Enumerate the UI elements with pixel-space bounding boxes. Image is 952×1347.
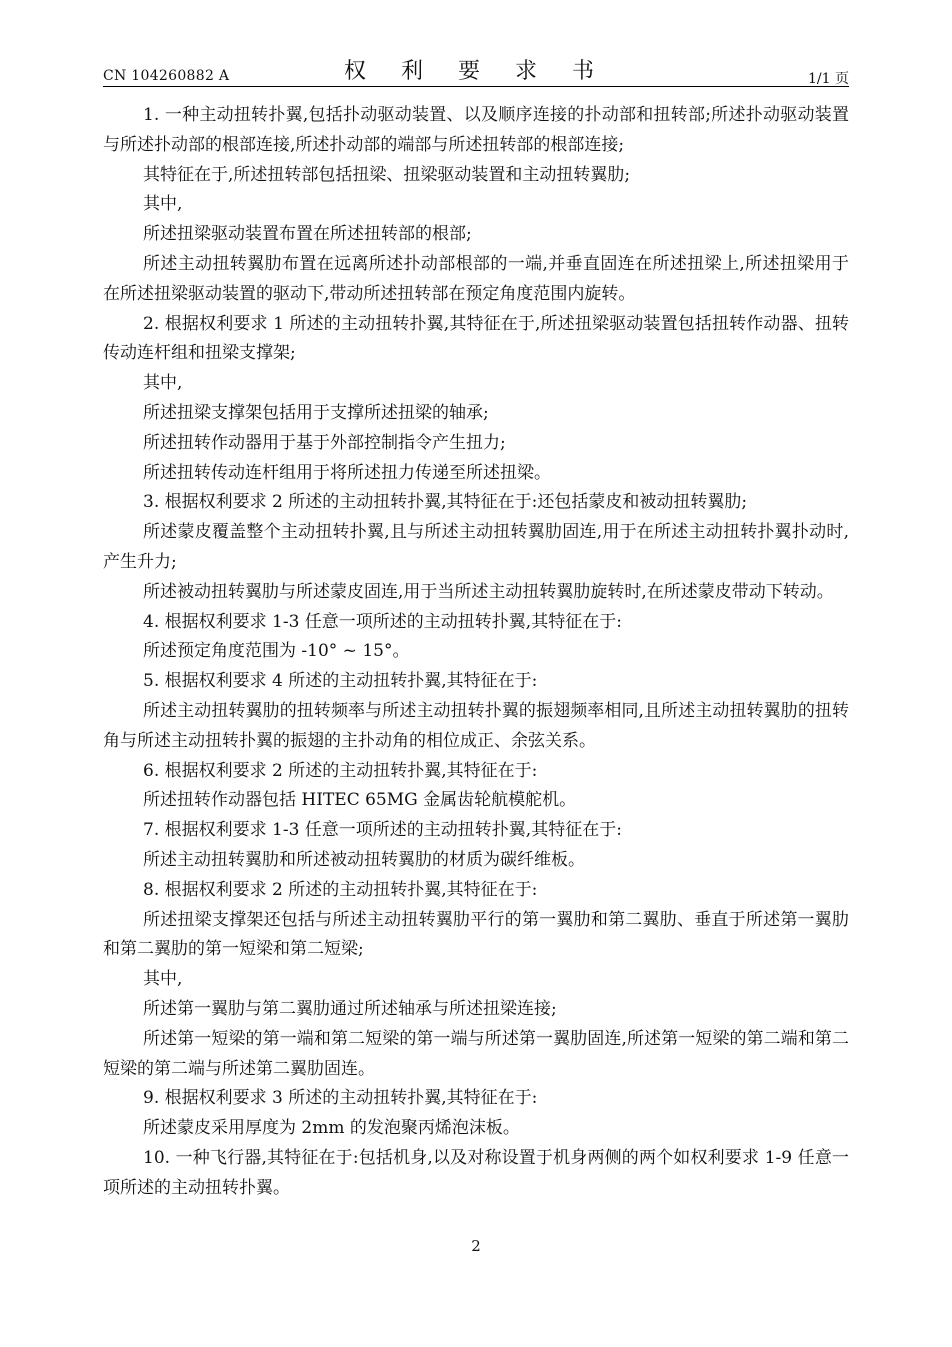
claim-8-wherein: 其中, — [143, 969, 183, 990]
publication-number: CN 104260882 A — [103, 68, 230, 84]
claim-2-detail-c: 所述扭转传动连杆组用于将所述扭力传递至所述扭梁。 — [143, 462, 551, 483]
header-rule — [103, 86, 849, 87]
claim-8-detail-b: 所述第一翼肋与第二翼肋通过所述轴承与所述扭梁连接; — [143, 998, 557, 1019]
claim-2-detail-a: 所述扭梁支撑架包括用于支撑所述扭梁的轴承; — [143, 402, 489, 423]
claim-10-text: 10. 一种飞行器,其特征在于:包括机身,以及对称设置于机身两侧的两个如权利要求 1-9 任意一项所述的主动扭转扑翼。 — [103, 1147, 849, 1198]
document-title: 权 利 要 求 书 — [344, 59, 608, 84]
page-number: 2 — [471, 1237, 481, 1255]
claim-8-detail-c: 所述第一短梁的第一端和第二短梁的第一端与所述第一翼肋固连,所述第一短梁的第二端和第二短梁的第二端与所述第二翼肋固连。 — [103, 1028, 849, 1079]
claim-1-detail-a: 所述扭梁驱动装置布置在所述扭转部的根部; — [143, 224, 472, 245]
claim-1-detail-b: 所述主动扭转翼肋布置在远离所述扑动部根部的一端,并垂直固连在所述扭梁上,所述扭梁用于在所述扭梁驱动装置的驱动下,带动所述扭转部在预定角度范围内旋转。 — [103, 253, 849, 304]
claim-1-wherein: 其中, — [143, 194, 183, 215]
page-count: 1/1 页 — [808, 71, 849, 87]
claim-4-detail: 所述预定角度范围为 -10° ~ 15°。 — [143, 641, 410, 662]
claim-5-detail: 所述主动扭转翼肋的扭转频率与所述主动扭转扑翼的振翅频率相同,且所述主动扭转翼肋的扭转角与所述主动扭转扑翼的振翅的主扑动角的相位成正、余弦关系。 — [103, 700, 849, 751]
claim-8-detail-a: 所述扭梁支撑架还包括与所述主动扭转翼肋平行的第一翼肋和第二翼肋、垂直于所述第一翼肋和第二翼肋的第一短梁和第二短梁; — [103, 909, 849, 960]
claim-8-text: 8. 根据权利要求 2 所述的主动扭转扑翼,其特征在于: — [143, 879, 538, 900]
claim-4-text: 4. 根据权利要求 1-3 任意一项所述的主动扭转扑翼,其特征在于: — [143, 611, 622, 632]
claim-2-text: 2. 根据权利要求 1 所述的主动扭转扑翼,其特征在于,所述扭梁驱动装置包括扭转作动器、扭转传动连杆组和扭梁支撑架; — [103, 313, 849, 364]
claim-2-wherein: 其中, — [143, 373, 183, 394]
claim-3-detail-b: 所述被动扭转翼肋与所述蒙皮固连,用于当所述主动扭转翼肋旋转时,在所述蒙皮带动下转动。 — [143, 581, 834, 602]
claims-body — [103, 101, 849, 1203]
claim-9-detail: 所述蒙皮采用厚度为 2mm 的发泡聚丙烯泡沫板。 — [143, 1118, 520, 1139]
claim-5-text: 5. 根据权利要求 4 所述的主动扭转扑翼,其特征在于: — [143, 671, 538, 692]
claim-3-detail-a: 所述蒙皮覆盖整个主动扭转扑翼,且与所述主动扭转翼肋固连,用于在所述主动扭转扑翼扑动时,产生升力; — [103, 522, 849, 572]
claim-2-detail-b: 所述扭转作动器用于基于外部控制指令产生扭力; — [143, 432, 506, 453]
claim-7-detail: 所述主动扭转翼肋和所述被动扭转翼肋的材质为碳纤维板。 — [143, 849, 585, 870]
claim-3-text: 3. 根据权利要求 2 所述的主动扭转扑翼,其特征在于:还包括蒙皮和被动扭转翼肋; — [143, 492, 748, 513]
claim-1-feature: 其特征在于,所述扭转部包括扭梁、扭梁驱动装置和主动扭转翼肋; — [143, 164, 631, 185]
claim-6-text: 6. 根据权利要求 2 所述的主动扭转扑翼,其特征在于: — [143, 760, 538, 781]
claim-9-text: 9. 根据权利要求 3 所述的主动扭转扑翼,其特征在于: — [143, 1088, 538, 1109]
claim-7-text: 7. 根据权利要求 1-3 任意一项所述的主动扭转扑翼,其特征在于: — [143, 820, 622, 841]
claim-1-text: 1. 一种主动扭转扑翼,包括扑动驱动装置、以及顺序连接的扑动部和扭转部;所述扑动驱动装置与所述扑动部的根部连接,所述扑动部的端部与所述扭转部的根部连接; — [103, 105, 849, 155]
claim-6-detail: 所述扭转作动器包括 HITEC 65MG 金属齿轮航模舵机。 — [143, 790, 577, 811]
page-header — [103, 54, 849, 94]
